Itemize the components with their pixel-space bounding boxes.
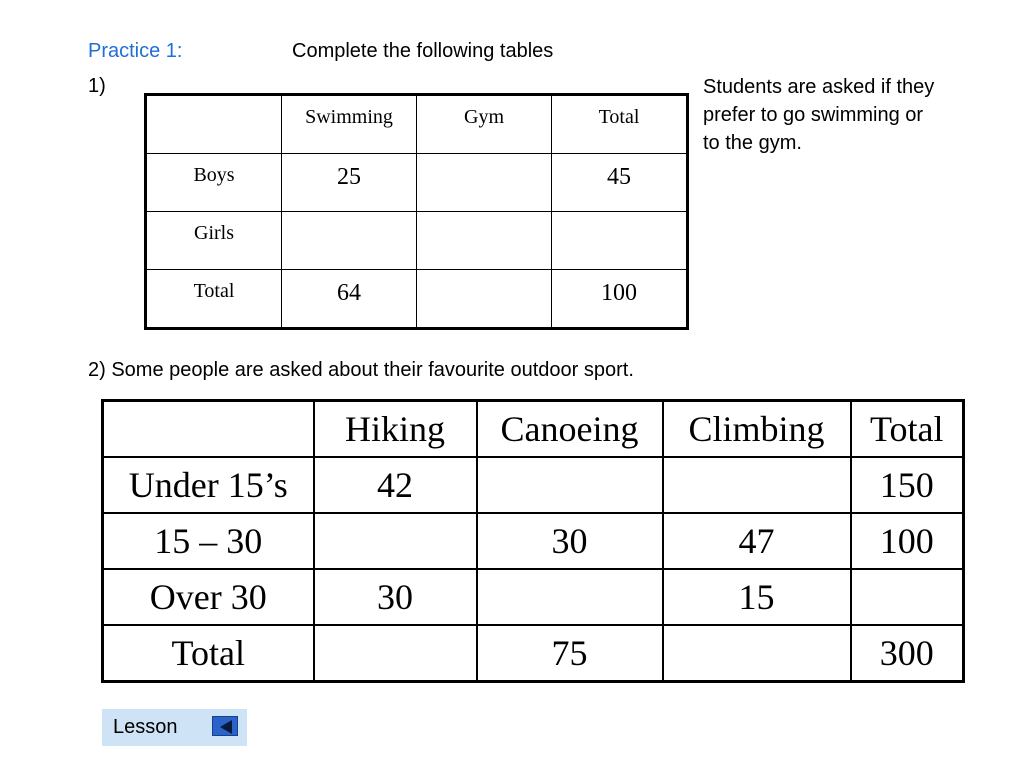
column-header-climbing: Climbing — [663, 401, 851, 458]
table-cell — [417, 212, 552, 270]
table-cell: 30 — [314, 569, 477, 625]
table-row — [146, 270, 688, 329]
column-header-gym: Gym — [417, 95, 552, 154]
table-cell: 100 — [851, 513, 964, 569]
table-cell — [417, 154, 552, 212]
column-header-total: Total — [851, 401, 964, 458]
table-cell — [552, 212, 688, 270]
column-header-hiking: Hiking — [314, 401, 477, 458]
lesson-button-label: Lesson — [113, 716, 178, 738]
back-arrow-icon[interactable] — [212, 716, 238, 736]
question-1-label: 1) — [88, 75, 106, 97]
table-cell: 15 — [663, 569, 851, 625]
table-row — [146, 154, 688, 212]
table-cell — [314, 513, 477, 569]
table-row — [103, 625, 964, 682]
table-row — [103, 457, 964, 513]
instruction-text: Complete the following tables — [292, 40, 554, 62]
swimming-gym-table — [144, 93, 689, 330]
table-cell — [663, 625, 851, 682]
table-cell: 47 — [663, 513, 851, 569]
row-label-boys: Boys — [146, 154, 282, 212]
table-cell — [851, 569, 964, 625]
table-header-row — [103, 401, 964, 458]
table-cell: 42 — [314, 457, 477, 513]
row-label-15-30: 15 – 30 — [103, 513, 314, 569]
table-cell: 75 — [477, 625, 663, 682]
row-label-total: Total — [103, 625, 314, 682]
table-row — [146, 212, 688, 270]
table-corner-cell — [146, 95, 282, 154]
row-label-over-30: Over 30 — [103, 569, 314, 625]
table-cell — [477, 569, 663, 625]
column-header-swimming: Swimming — [282, 95, 417, 154]
practice-title: Practice 1: — [88, 40, 183, 62]
table-cell — [477, 457, 663, 513]
table-cell: 30 — [477, 513, 663, 569]
row-label-girls: Girls — [146, 212, 282, 270]
table-cell: 64 — [282, 270, 417, 329]
table-row — [103, 513, 964, 569]
table-cell — [417, 270, 552, 329]
table-cell: 100 — [552, 270, 688, 329]
question-2-label: 2) Some people are asked about their favourite outdoor sport. — [88, 359, 634, 381]
table-header-row — [146, 95, 688, 154]
question-1-context: Students are asked if they prefer to go swimming or to the gym. — [703, 76, 935, 154]
row-label-total: Total — [146, 270, 282, 329]
table-cell — [314, 625, 477, 682]
table-cell — [282, 212, 417, 270]
row-label-under-15: Under 15’s — [103, 457, 314, 513]
table-cell: 150 — [851, 457, 964, 513]
table-cell: 25 — [282, 154, 417, 212]
lesson-button[interactable] — [102, 709, 247, 746]
column-header-total: Total — [552, 95, 688, 154]
table-corner-cell — [103, 401, 314, 458]
outdoor-sport-table — [101, 399, 965, 683]
table-row — [103, 569, 964, 625]
table-cell: 45 — [552, 154, 688, 212]
table-cell — [663, 457, 851, 513]
column-header-canoeing: Canoeing — [477, 401, 663, 458]
table-cell: 300 — [851, 625, 964, 682]
